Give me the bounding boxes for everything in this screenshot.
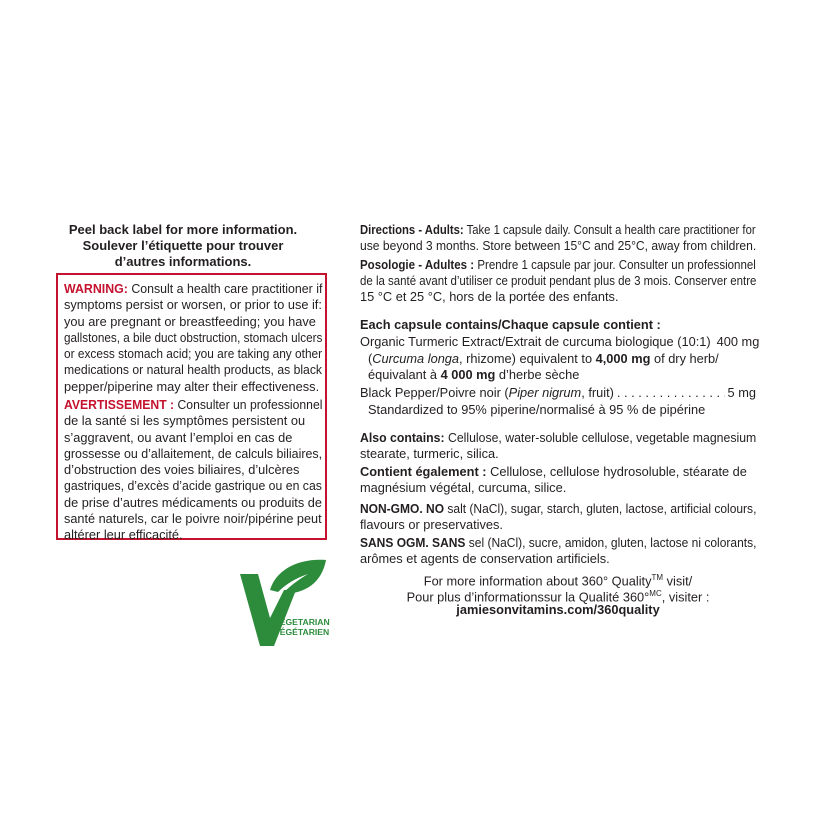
detail-text: ( bbox=[368, 351, 373, 366]
warning-line: Consult a health care practitioner if bbox=[127, 281, 323, 296]
ingredient-detail bbox=[368, 351, 719, 367]
sans-ogm-label: SANS OGM. SANS bbox=[360, 535, 466, 550]
more-info-text: visit/ bbox=[663, 573, 693, 589]
leaf-icon bbox=[270, 560, 326, 594]
avertissement-line: grossesse ou d’allaitement, de calculs biliaires, bbox=[64, 445, 323, 461]
detail-text: équivalant à bbox=[368, 367, 441, 382]
ingredient-turmeric-row bbox=[360, 334, 760, 350]
avertissement-line: Consulter un professionnel bbox=[174, 397, 323, 412]
directions-text: Take 1 capsule daily. Consult a health care practitioner for bbox=[463, 222, 756, 237]
avertissement-line: altérer leur efficacité. bbox=[64, 527, 183, 543]
also-contains-line bbox=[360, 430, 756, 446]
latin-name: Piper nigrum bbox=[508, 385, 582, 400]
avertissement-line: gastriques, d’excès d’acide gastrique ou en cas bbox=[64, 478, 322, 494]
plus-info-text: , visiter : bbox=[661, 589, 710, 605]
logo-text-en: VEGETARIAN bbox=[274, 617, 330, 627]
warning-line: pepper/piperine may alter their effectiveness. bbox=[64, 378, 320, 394]
also-contains-label: Also contains: bbox=[360, 430, 445, 445]
non-gmo-line: flavours or preservatives. bbox=[360, 517, 503, 532]
leader-dots bbox=[617, 385, 725, 401]
warning-label: WARNING: bbox=[64, 281, 128, 296]
ingredient-name: Organic Turmeric Extract/Extrait de curcuma biologique (10:1) bbox=[360, 334, 711, 349]
warning-text-en bbox=[64, 281, 346, 395]
plus-info-text: Pour plus d’informationssur la Qualité 360° bbox=[406, 589, 650, 605]
quality-url: jamiesonvitamins.com/360quality bbox=[456, 602, 660, 617]
warning-line: gallstones, a bile duct obstruction, stomach ulcers bbox=[64, 329, 323, 345]
logo-text-fr: VÉGÉTARIEN bbox=[274, 627, 330, 637]
ingredient-name bbox=[360, 385, 614, 401]
name-text: Black Pepper/Poivre noir ( bbox=[360, 385, 509, 400]
non-gmo-line bbox=[360, 501, 756, 517]
each-capsule-heading: Each capsule contains/Chaque capsule contient : bbox=[360, 317, 661, 332]
directions-label: Directions - Adults: bbox=[360, 222, 464, 237]
posologie-line bbox=[360, 257, 756, 273]
posologie-label: Posologie - Adultes : bbox=[360, 257, 475, 272]
warning-line: symptoms persist or worsen, or prior to use if: bbox=[64, 297, 322, 313]
posologie-line: 15 °C et 25 °C, hors de la portée des enfants. bbox=[360, 289, 619, 304]
sans-ogm-text: sel (NaCl), sucre, amidon, gluten, lactose ni colorants, bbox=[465, 535, 757, 550]
ingredient-detail bbox=[368, 367, 579, 383]
peel-back-line: Soulever l’étiquette pour trouver bbox=[82, 238, 284, 253]
non-gmo-label: NON-GMO. NO bbox=[360, 501, 445, 516]
contient-line bbox=[360, 464, 747, 480]
avertissement-line: d’obstruction des voies biliaires, d’ulcères bbox=[64, 462, 300, 478]
detail-text: of dry herb/ bbox=[650, 351, 719, 366]
non-gmo-text: salt (NaCl), sugar, starch, gluten, lactose, artificial colours, bbox=[444, 501, 757, 516]
warning-text-fr bbox=[64, 397, 335, 544]
ingredient-pepper-row bbox=[360, 385, 756, 401]
avertissement-line: de prise d’autres médicaments ou produits de bbox=[64, 494, 322, 510]
detail-amount: 4,000 mg bbox=[595, 351, 651, 366]
directions-line bbox=[360, 222, 756, 238]
trademark-mark: MC bbox=[649, 589, 662, 598]
contient-text: Cellulose, cellulose hydrosoluble, stéarate de bbox=[486, 464, 747, 479]
ingredient-amount: 400 mg bbox=[716, 334, 760, 349]
detail-amount: 4 000 mg bbox=[440, 367, 496, 382]
detail-text: d’herbe sèche bbox=[495, 367, 580, 382]
avertissement-line: s’aggravent, ou avant l’emploi en cas de bbox=[64, 429, 293, 445]
latin-name: Curcuma longa bbox=[372, 351, 460, 366]
trademark-mark: TM bbox=[651, 573, 664, 582]
more-info-text: For more information about 360° Quality bbox=[423, 573, 652, 589]
vegetarian-logo-icon bbox=[236, 556, 332, 648]
ingredient-amount: 5 mg bbox=[727, 385, 756, 400]
avertissement-label: AVERTISSEMENT : bbox=[64, 397, 175, 412]
warning-box bbox=[56, 273, 327, 543]
sans-ogm-line bbox=[360, 535, 756, 551]
peel-back-line: Peel back label for more information. bbox=[68, 222, 298, 237]
avertissement-line: santé naturels, car le poivre noir/pipérine peut bbox=[64, 511, 322, 527]
warning-line: you are pregnant or breastfeeding; you have bbox=[64, 313, 316, 329]
peel-back-notice bbox=[60, 222, 306, 270]
directions-line: use beyond 3 months. Store between 15°C and 25°C, away from children. bbox=[360, 238, 757, 253]
warning-line: medications or natural health products, as black bbox=[64, 362, 323, 378]
avertissement-line: de la santé si les symptômes persistent ou bbox=[64, 413, 306, 429]
contient-label: Contient également : bbox=[360, 464, 487, 479]
contient-line: magnésium végétal, curcuma, silice. bbox=[360, 480, 567, 495]
posologie-line: de la santé avant d’utiliser ce produit pendant plus de 3 mois. Conserver entre bbox=[360, 273, 757, 288]
also-contains-line: stearate, turmeric, silica. bbox=[360, 446, 499, 461]
detail-text: , rhizome) equivalent to bbox=[459, 351, 596, 366]
sans-ogm-line: arômes et agents de conservation artificiels. bbox=[360, 551, 610, 566]
name-text: , fruit) bbox=[581, 385, 614, 400]
peel-back-line: d’autres informations. bbox=[114, 254, 252, 269]
also-contains-text: Cellulose, water-soluble cellulose, vegetable magnesium bbox=[444, 430, 757, 445]
ingredient-detail: Standardized to 95% piperine/normalisé à 95 % de pipérine bbox=[368, 402, 706, 417]
posologie-text: Prendre 1 capsule par jour. Consulter un professionnel bbox=[474, 257, 756, 272]
warning-line: or excess stomach acid; you are taking any other bbox=[64, 346, 323, 362]
